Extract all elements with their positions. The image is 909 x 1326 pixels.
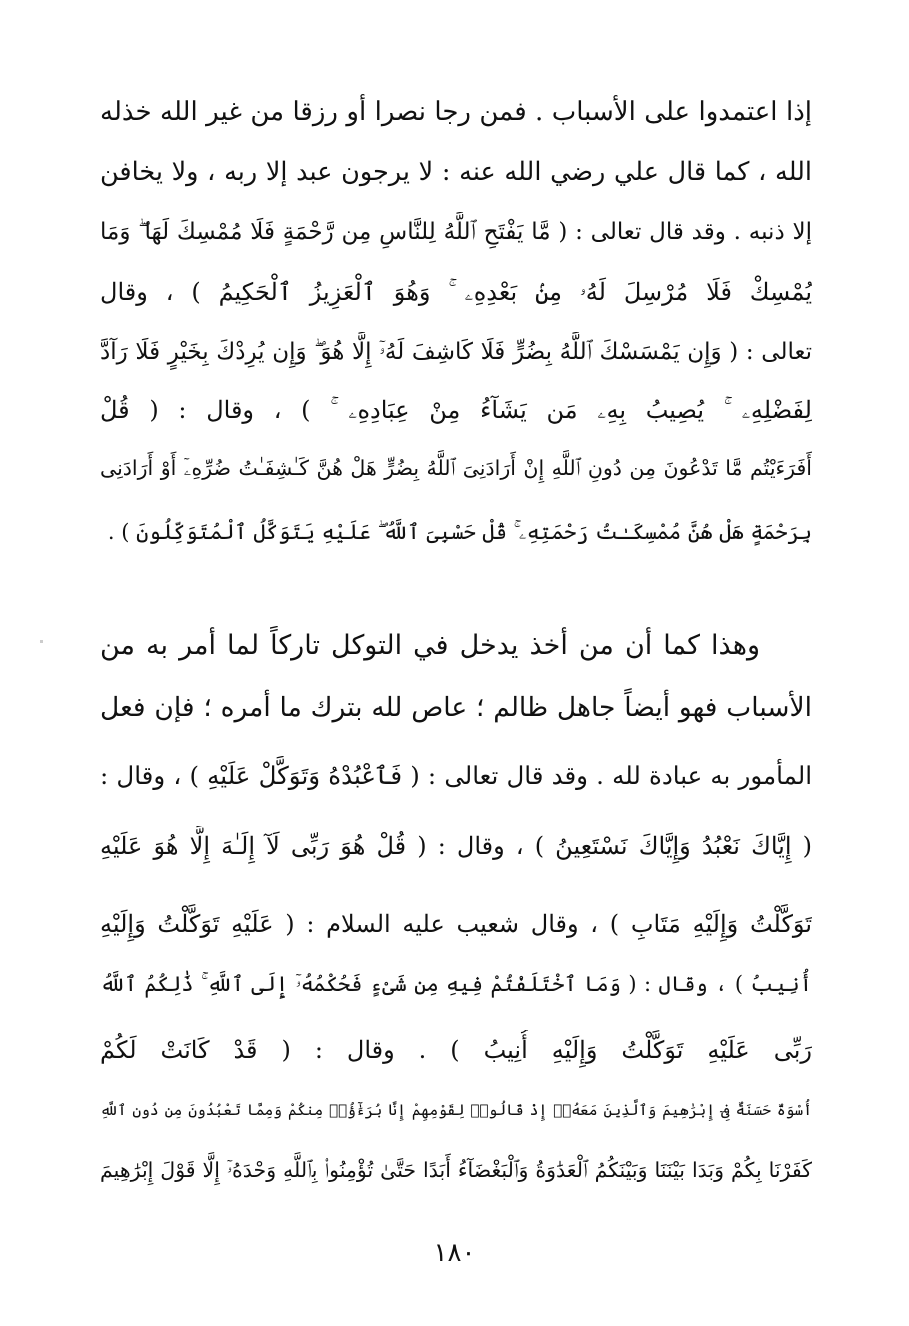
text-line: كَفَرْنَا بِكُمْ وَبَدَا بَيْنَنَا وَبَيْنَكُمُ ٱلْعَدَٰوَةُ وَٱلْبَغْضَآءُ أَبَدًا حَتَّىٰ تُؤْمِنُوا۟ بِٱللَّهِ وَحْدَهُۥٓ إِلَّا قَوْلَ إِبْرَٰهِيمَ bbox=[100, 1158, 812, 1182]
text-line: ( إِيَّاكَ نَعْبُدُ وَإِيَّاكَ نَسْتَعِينُ ) ، وقال : ( قُلْ هُوَ رَبِّى لَآ إِلَـٰهَ إِلَّا هُوَ عَلَيْهِ bbox=[100, 832, 812, 860]
text-line: تعالى : ( وَإِن يَمْسَسْكَ ٱللَّهُ بِضُرٍّ فَلَا كَاشِفَ لَهُۥٓ إِلَّا هُوَ ۖ وَإِن يُرِدْكَ بِخَيْرٍ فَلَا رَآدَّ bbox=[100, 339, 812, 365]
text-line: رَبِّى عَلَيْهِ تَوَكَّلْتُ وَإِلَيْهِ أُنِيبُ ) . وقال : ( قَدْ كَانَتْ لَكُمْ bbox=[100, 1036, 812, 1064]
text-line: وهذا كما أن من أخذ يدخل في التوكل تاركاً لما أمر به من bbox=[100, 630, 760, 661]
text-line: تَوَكَّلْتُ وَإِلَيْهِ مَتَابِ ) ، وقال شعيب عليه السلام : ( عَلَيْهِ تَوَكَّلْتُ وَإِلَيْهِ bbox=[100, 910, 812, 938]
text-line: إذا اعتمدوا على الأسباب . فمن رجا نصرا أو رزقا من غير الله خذله bbox=[100, 97, 812, 127]
text-line: لِفَضْلِهِۦ ۚ يُصِيبُ بِهِۦ مَن يَشَآءُ مِنْ عِبَادِهِۦ ۚ ) ، وقال : ( قُلْ bbox=[100, 396, 812, 424]
page-number: ١٨٠ bbox=[433, 1238, 476, 1268]
text-line: الله ، كما قال علي رضي الله عنه : لا يرجون عبد إلا ربه ، ولا يخافن bbox=[100, 157, 812, 187]
text-line: أَفَرَءَيْتُم مَّا تَدْعُونَ مِن دُونِ ٱللَّهِ إِنْ أَرَادَنِىَ ٱللَّهُ بِضُرٍّ هَلْ هُنَّ كَـٰشِفَـٰتُ ضُرِّهِۦٓ أَوْ أَرَادَنِى bbox=[100, 456, 812, 480]
text-line: الأسباب فهو أيضاً جاهل ظالم ؛ عاص لله بترك ما أمره ؛ فإن فعل bbox=[100, 692, 812, 723]
text-line: أُسْوَةٌ حَسَنَةٌ فِىٓ إِبْرَٰهِيمَ وَٱلَّذِينَ مَعَهُۥٓ إِذْ قَالُوا۟ لِقَوْمِهِمْ إِنَّا بُرَءَٰٓؤُا۟ مِنكُمْ وَمِمَّا تَعْبُدُونَ مِن دُونِ ٱللَّهِ bbox=[100, 1101, 812, 1119]
text-line: المأمور به عبادة لله . وقد قال تعالى : ( فَٱعْبُدْهُ وَتَوَكَّلْ عَلَيْهِ ) ، وقال : bbox=[100, 761, 812, 790]
text-line: يُمْسِكْ فَلَا مُرْسِلَ لَهُۥ مِنۢ بَعْدِهِۦ ۚ وَهُوَ ٱلْعَزِيزُ ٱلْحَكِيمُ ) ، وقال bbox=[100, 278, 812, 306]
text-line: أُنِيبُ ) ، وقال : ( وَمَا ٱخْتَلَفْتُمْ فِيهِ مِن شَىْءٍ فَحُكْمُهُۥٓ إِلَى ٱللَّهِ ۚ ذَٰلِكُمُ ٱللَّهُ bbox=[100, 972, 812, 996]
text-line: إلا ذنبه . وقد قال تعالى : ( مَّا يَفْتَحِ ٱللَّهُ لِلنَّاسِ مِن رَّحْمَةٍ فَلَا مُمْسِكَ لَهَا ۖ وَمَا bbox=[100, 219, 812, 245]
margin-dot bbox=[40, 640, 43, 643]
text-line: بِرَحْمَةٍ هَلْ هُنَّ مُمْسِكَـٰتُ رَحْمَتِهِۦ ۚ قُلْ حَسْبِىَ ٱللَّهُ ۖ عَلَيْهِ يَتَوَكَّلُ ٱلْمُتَوَكِّلُونَ ) . bbox=[107, 520, 812, 544]
